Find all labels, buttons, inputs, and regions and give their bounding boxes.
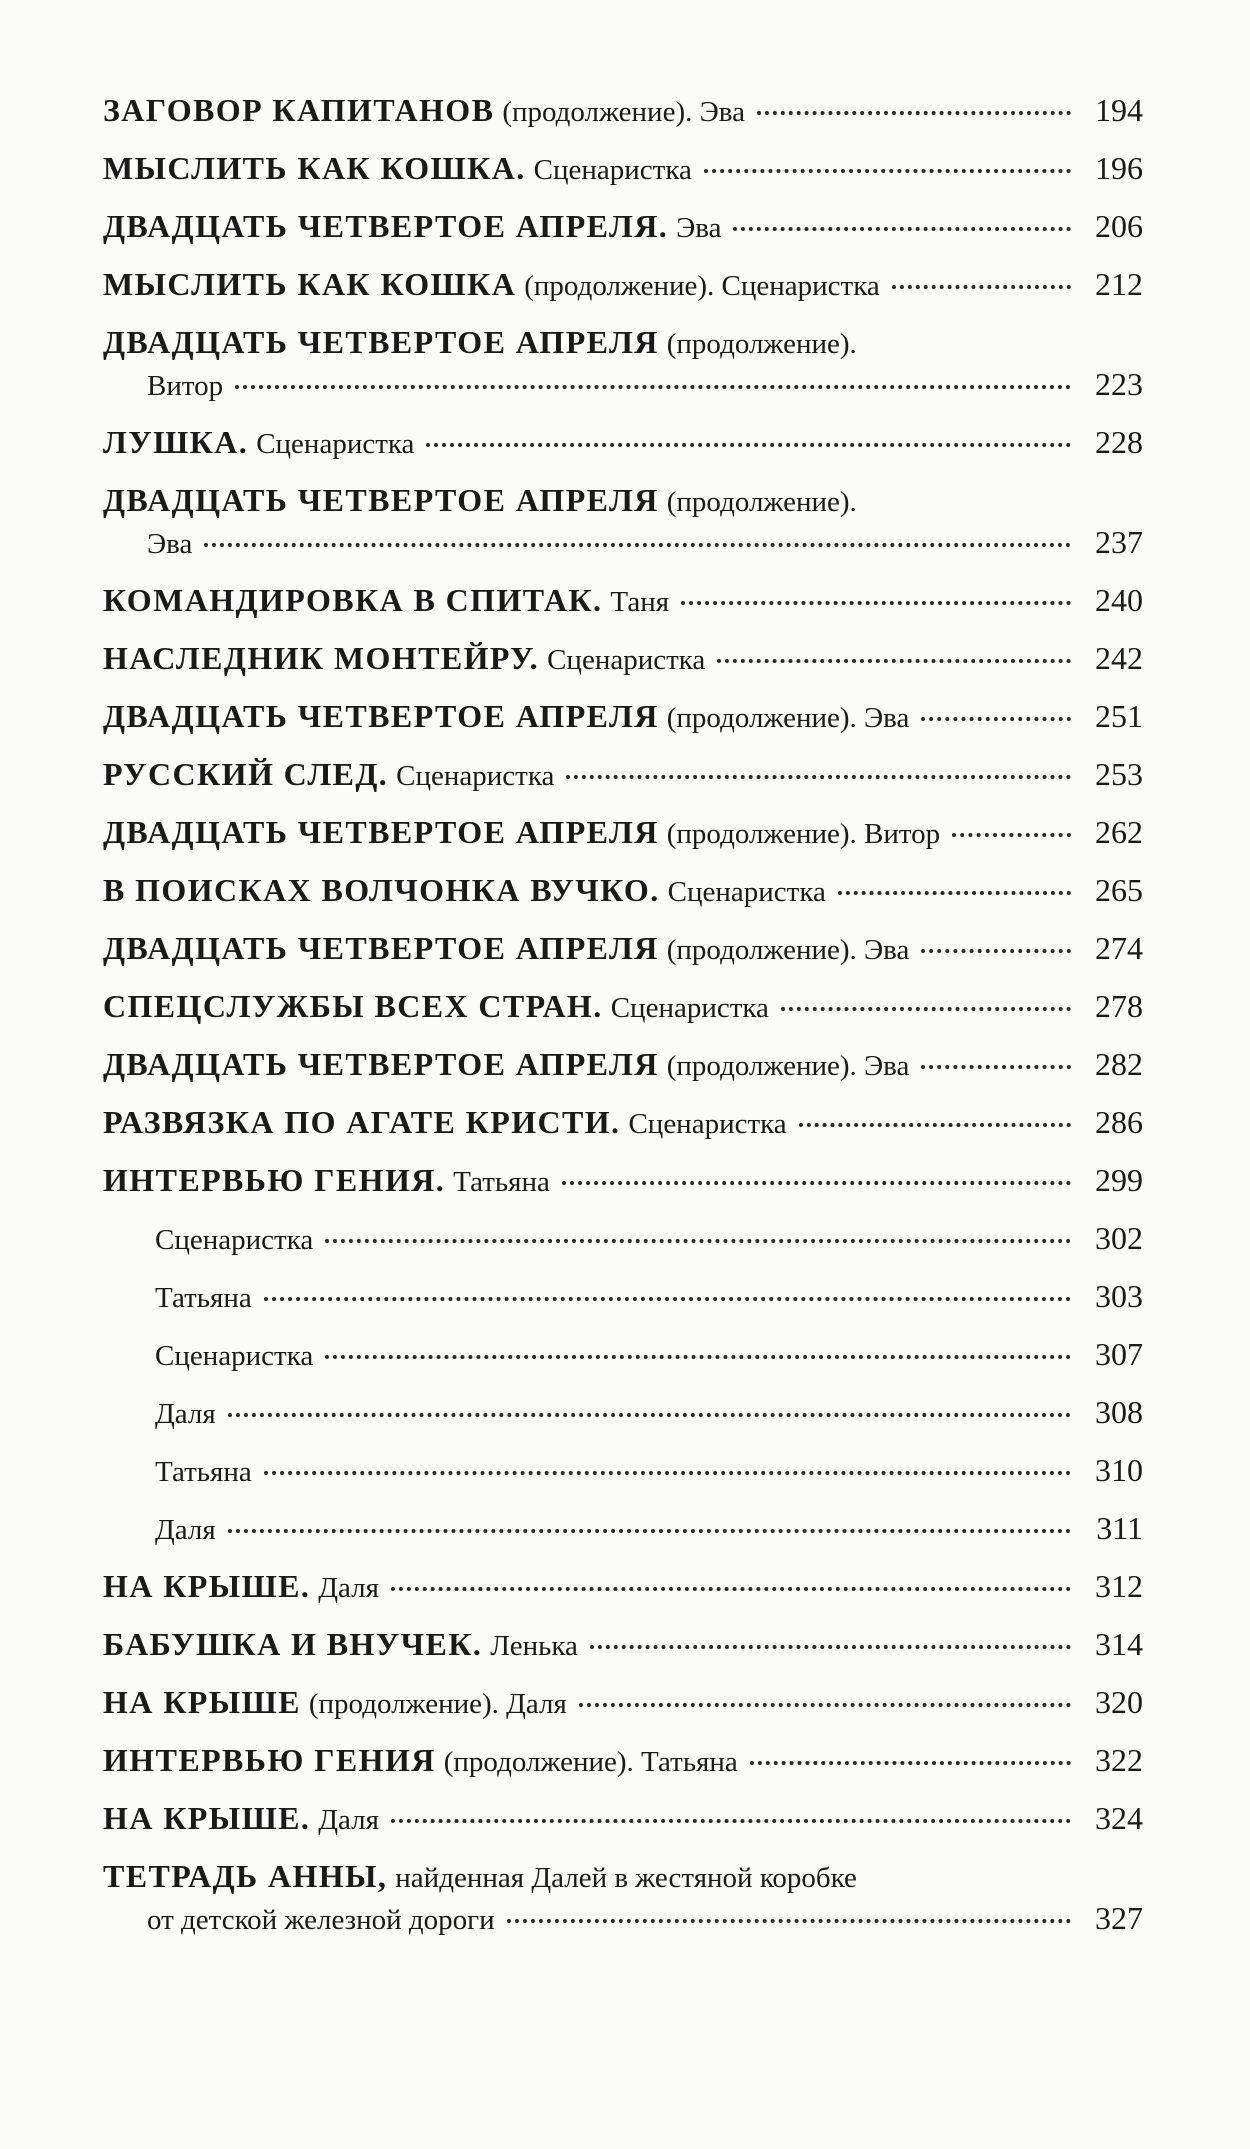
dot-leader [838,891,1071,895]
entry-subtitle: Даля [318,1804,379,1836]
page-number: 327 [1095,1900,1143,1936]
entry-title: ДВАДЦАТЬ ЧЕТВЕРТОЕ АПРЕЛЯ [103,1046,659,1082]
entry-subtitle: Сценаристка [667,876,826,908]
dot-leader [507,1919,1071,1923]
toc-entry [103,1162,1143,1198]
page-number: 311 [1096,1510,1143,1546]
table-of-contents [103,92,1143,1958]
page-number: 314 [1095,1626,1143,1662]
dot-leader [590,1645,1071,1649]
dot-leader [757,111,1071,115]
entry-title: БАБУШКА И ВНУЧЕК. [103,1626,483,1662]
page-number: 223 [1095,366,1143,402]
page-number: 299 [1095,1162,1143,1198]
dot-leader [681,601,1071,605]
entry-title: В ПОИСКАХ ВОЛЧОНКА ВУЧКО. [103,872,660,908]
page-number: 310 [1095,1452,1143,1488]
entry-subtitle: (продолжение). Даля [308,1688,567,1720]
dot-leader [235,385,1071,389]
dot-leader [750,1761,1071,1765]
page-number: 274 [1095,930,1143,966]
toc-entry [103,266,1143,302]
entry-title: ДВАДЦАТЬ ЧЕТВЕРТОЕ АПРЕЛЯ [103,930,659,966]
entry-title: НАСЛЕДНИК МОНТЕЙРУ. [103,640,540,676]
page-number: 308 [1095,1394,1143,1430]
toc-entry [103,92,1143,128]
toc-entry [103,1858,1143,1936]
entry-subtitle: Сценаристка [533,154,692,186]
toc-entry [103,698,1143,734]
page-number: 303 [1095,1278,1143,1314]
dot-leader [781,1007,1071,1011]
toc-entry [103,150,1143,186]
toc-entry [103,930,1143,966]
entry-title: ИНТЕРВЬЮ ГЕНИЯ. [103,1162,446,1198]
dot-leader [733,227,1071,231]
entry-title: МЫСЛИТЬ КАК КОШКА [103,266,517,302]
entry-subtitle: (продолжение). Татьяна [443,1746,738,1778]
dot-leader [325,1355,1071,1359]
toc-subentry [103,1394,1143,1430]
page-number: 228 [1095,424,1143,460]
page-number: 251 [1095,698,1143,734]
dot-leader [799,1123,1071,1127]
entry-continuation: Эва [147,528,193,560]
toc-entry [103,324,1143,402]
dot-leader [264,1471,1071,1475]
entry-subtitle: Сценаристка [396,760,555,792]
entry-title: ДВАДЦАТЬ ЧЕТВЕРТОЕ АПРЕЛЯ [103,324,659,360]
page-number: 307 [1095,1336,1143,1372]
subentry-label: Даля [155,1514,216,1546]
entry-subtitle: Сценаристка [610,992,769,1024]
page-number: 240 [1095,582,1143,618]
entry-subtitle: (продолжение). Эва [666,934,910,966]
toc-entry [103,1046,1143,1082]
dot-leader [325,1239,1071,1243]
page-number: 194 [1095,92,1143,128]
toc-entry [103,1626,1143,1662]
entry-continuation: от детской железной дороги [147,1904,495,1936]
entry-subtitle: (продолжение). Витор [666,818,941,850]
dot-leader [264,1297,1071,1301]
entry-title: ДВАДЦАТЬ ЧЕТВЕРТОЕ АПРЕЛЯ [103,482,659,518]
subentry-label: Татьяна [155,1456,252,1488]
dot-leader [228,1413,1071,1417]
page-number: 253 [1095,756,1143,792]
toc-entry [103,988,1143,1024]
page-number: 206 [1095,208,1143,244]
entry-title: ЛУШКА. [103,424,249,460]
page-number: 196 [1095,150,1143,186]
entry-subtitle: (продолжение). [666,328,857,360]
entry-subtitle: (продолжение). Эва [666,1050,910,1082]
entry-subtitle: Татьяна [453,1166,550,1198]
page-number: 302 [1095,1220,1143,1256]
page-number: 262 [1095,814,1143,850]
entry-title: РУССКИЙ СЛЕД. [103,756,389,792]
entry-title: НА КРЫШЕ. [103,1800,311,1836]
subentry-label: Сценаристка [155,1224,314,1256]
entry-title: ТЕТРАДЬ АННЫ, [103,1858,388,1894]
dot-leader [892,285,1071,289]
dot-leader [204,543,1071,547]
entry-title: НА КРЫШЕ [103,1684,301,1720]
entry-continuation: Витор [147,370,224,402]
entry-title: ДВАДЦАТЬ ЧЕТВЕРТОЕ АПРЕЛЯ [103,814,659,850]
entry-title: ДВАДЦАТЬ ЧЕТВЕРТОЕ АПРЕЛЯ [103,698,659,734]
page-number: 237 [1095,524,1143,560]
dot-leader [391,1819,1071,1823]
dot-leader [426,443,1071,447]
entry-title: НА КРЫШЕ. [103,1568,311,1604]
entry-title: МЫСЛИТЬ КАК КОШКА. [103,150,526,186]
dot-leader [921,1065,1071,1069]
entry-subtitle: Сценаристка [628,1108,787,1140]
entry-subtitle: (продолжение). Сценаристка [524,270,880,302]
entry-subtitle: Таня [610,586,670,618]
entry-subtitle: Даля [318,1572,379,1604]
page-number: 324 [1095,1800,1143,1836]
page-number: 286 [1095,1104,1143,1140]
subentry-label: Даля [155,1398,216,1430]
page-number: 322 [1095,1742,1143,1778]
toc-entry [103,640,1143,676]
page-number: 242 [1095,640,1143,676]
entry-title: ИНТЕРВЬЮ ГЕНИЯ [103,1742,436,1778]
toc-entry [103,814,1143,850]
entry-title: СПЕЦСЛУЖБЫ ВСЕХ СТРАН. [103,988,603,1024]
entry-title: РАЗВЯЗКА ПО АГАТЕ КРИСТИ. [103,1104,621,1140]
entry-subtitle: Сценаристка [547,644,706,676]
dot-leader [391,1587,1071,1591]
dot-leader [566,775,1071,779]
page-number: 312 [1095,1568,1143,1604]
entry-subtitle: Ленька [490,1630,578,1662]
page-number: 212 [1095,266,1143,302]
page-number: 278 [1095,988,1143,1024]
page-number: 320 [1095,1684,1143,1720]
toc-subentry [103,1452,1143,1488]
dot-leader [921,949,1071,953]
entry-subtitle: (продолжение). Эва [502,96,745,128]
entry-title: КОМАНДИРОВКА В СПИТАК. [103,582,603,618]
toc-subentry [103,1336,1143,1372]
toc-entry [103,1568,1143,1604]
dot-leader [228,1529,1071,1533]
toc-entry [103,1742,1143,1778]
entry-title: ЗАГОВОР КАПИТАНОВ [103,92,495,128]
toc-entry [103,208,1143,244]
toc-entry [103,872,1143,908]
toc-entry [103,1800,1143,1836]
entry-subtitle: Сценаристка [256,428,415,460]
entry-subtitle: (продолжение). Эва [666,702,910,734]
toc-entry [103,582,1143,618]
dot-leader [579,1703,1071,1707]
toc-entry [103,482,1143,560]
dot-leader [921,717,1071,721]
toc-subentry [103,1510,1143,1546]
dot-leader [562,1181,1071,1185]
page-number: 265 [1095,872,1143,908]
entry-subtitle: найденная Далей в жестяной коробке [395,1862,857,1894]
toc-subentry [103,1278,1143,1314]
page-number: 282 [1095,1046,1143,1082]
toc-entry [103,756,1143,792]
subentry-label: Сценаристка [155,1340,314,1372]
toc-entry [103,1684,1143,1720]
subentry-label: Татьяна [155,1282,252,1314]
toc-entry [103,424,1143,460]
toc-subentry [103,1220,1143,1256]
dot-leader [717,659,1071,663]
entry-title: ДВАДЦАТЬ ЧЕТВЕРТОЕ АПРЕЛЯ. [103,208,669,244]
dot-leader [952,833,1071,837]
entry-subtitle: Эва [676,212,722,244]
dot-leader [704,169,1071,173]
entry-subtitle: (продолжение). [666,486,857,518]
toc-entry [103,1104,1143,1140]
